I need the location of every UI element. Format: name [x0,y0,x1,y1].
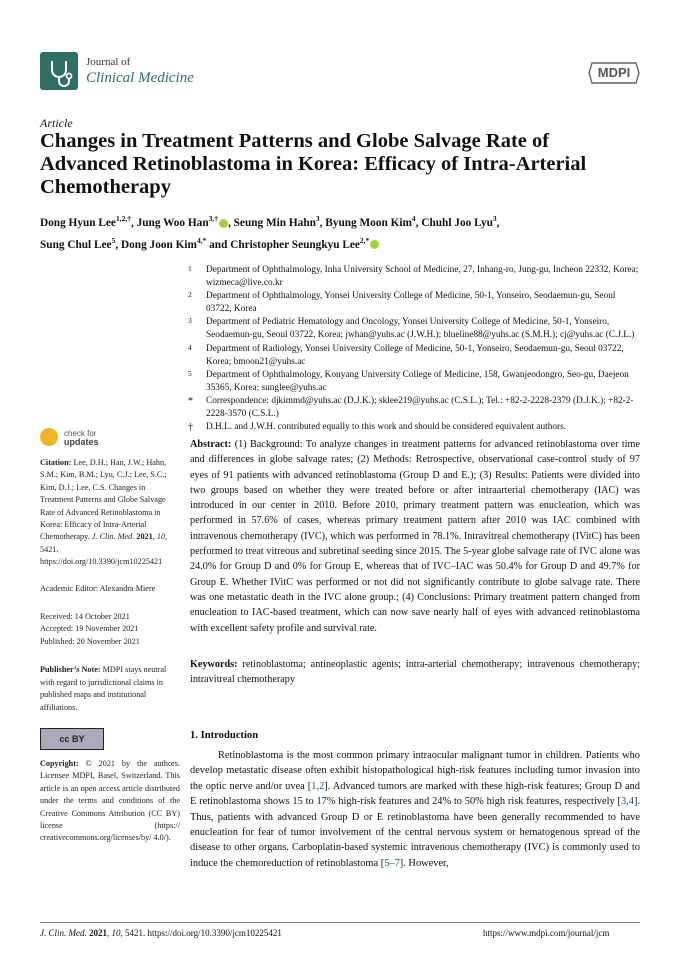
citation-volume: , 10 [152,532,165,542]
citation-text: Lee, D.H.; Han, J.W.; Hahn, S.M.; Kim, B.M.; Lyu, C.J.; Lee, S.C.; Kim, D.J.; Lee, C.S. Changes in Treatment Patterns and Globe Salvage Rate of Advanced Retinoblastoma in Korea: Efficacy of Intra-Arterial Chemotherapy. [40,458,167,542]
author-separator: , [130,216,137,229]
footer-divider [40,922,640,923]
stethoscope-icon [40,52,78,90]
academic-editor: Academic Editor: Alexandra Miere [40,583,156,593]
affiliation-text: Department of Pediatric Hematology and Oncology, Yonsei University College of Medicine, 50-1, Yonseiro, Seodaemun-gu, Seoul 03722, Korea; jwhan@yuhs.ac (J.W.H.); blueline88@yuhs.ac (S.M.H.); cj@yuhs.ac (C.J.L.) [206,317,635,341]
publisher-logo-text: MDPI [597,65,631,80]
citation-label: Citation: [40,458,72,467]
affiliation-item [188,290,643,316]
orcid-icon[interactable] [370,240,379,249]
intro-text: Retinoblastoma is the most common primary intraocular malignant tumor in children. Patients who develop metastatic disease often exhibit histopathological high-risk features including tumor invasion into the optic nerve and/or uvea [ [190,750,640,792]
affiliation-marker: † [188,422,193,434]
journal-name: Clinical Medicine [86,70,194,86]
publisher-note [40,664,180,714]
author-name[interactable]: Chuhl Joo Lyu [421,216,493,229]
article-title: Changes in Treatment Patterns and Globe Salvage Rate of Advanced Retinoblastoma in Korea: Efficacy of Intra-Arterial Chemotherapy [40,130,587,198]
abstract-label: Abstract: [190,439,232,450]
author-affiliation-mark: 3 [492,214,497,223]
affiliation-marker: 3 [188,316,192,326]
affiliation-item [188,395,643,421]
affiliation-marker: 4 [188,342,192,352]
copyright-text: © 2021 by the authors. Licensee MDPI, Basel, Switzerland. This article is an open access article distributed under the terms and conditions of the Creative Commons Attribution (CC BY) license (https:// creativecommons.org/licenses/by/ 4.0/). [40,758,180,843]
keywords-label: Keywords: [190,659,238,670]
affiliation-text: D.H.L. and J.W.H. contributed equally to this work and should be considered equivalent authors. [206,422,567,433]
author-affiliation-mark: 3,† [208,214,218,223]
footer-journal-url[interactable]: https://www.mdpi.com/journal/jcm [483,928,610,938]
author-affiliation-mark: 5 [111,235,116,245]
intro-text: ]. However, [399,857,449,869]
author-name[interactable]: Byung Moon Kim [325,216,412,229]
orcid-icon[interactable] [219,219,228,228]
citation-journal: J. Clin. Med. [91,532,135,542]
section-heading: 1. Introduction [190,730,259,741]
author-name[interactable]: Dong Hyun Lee [40,216,116,229]
affiliation-text: Department of Radiology, Yonsei University College of Medicine, 50-1, Yonseiro, Seodaemun-gu, Seoul 03722, Korea; bmoon21@yuhs.ac [206,343,624,367]
citation-link[interactable]: 1,2 [311,780,325,792]
journal-prefix: Journal of [86,56,131,68]
received-date: Received: 14 October 2021 [40,612,130,622]
footer-citation [40,928,282,938]
affiliation-text: Department of Ophthalmology, Yonsei University College of Medicine, 50-1, Yonseiro, Seodaemun-gu, Seoul 03722, Korea [206,291,616,315]
author-separator: , [319,216,326,229]
author-affiliation-mark: 4 [411,214,416,223]
affiliation-text: Department of Ophthalmology, Inha University School of Medicine, 27, Inhang-ro, Jung-gu, Incheon 22332, Korea; wizmeca@live.co.kr [206,265,639,289]
article-type: Article [40,116,73,130]
affiliation-item [188,421,643,434]
cc-badge-text: cc BY [59,733,85,744]
intro-text: ]. Advanced tumors are marked with these high-risk features; Group D and E retinoblastoma shows 15 to 17% high-risk features and 24% to 50% high risk features, respectively [ [190,780,640,808]
check-for-label: check for [64,429,97,438]
affiliation-marker: 5 [188,368,192,378]
affiliation-text: Correspondence: djkimmd@yuhs.ac (D.J.K.); sklee219@yuhs.ac (C.S.L.); Tel.: +82-2-2228-2379 (D.J.K.); +82-2-2228-3570 (C.S.L.) [206,395,634,420]
author-separator: , [115,238,121,251]
cc-by-license-icon[interactable] [40,728,104,750]
affiliation-item [188,316,643,342]
footer-volume: , 10 [107,928,121,938]
introduction-paragraph [190,748,640,871]
author-name[interactable]: Seung Min Hahn [233,216,316,229]
publisher-note-text: MDPI stays neutral with regard to jurisdictional claims in published maps and institutional affiliations. [40,665,167,712]
abstract-text: (1) Background: To analyze changes in treatment patterns for advanced retinoblastoma over time and differences in globe salvage rates; (2) Methods: Retrospective, observational case-control study of 97 eyes of 91 patients with advanced retinoblastoma (Group D and E.); (3) Results: Patients were divided into two groups based on whether they were treated before or after intraarterial chemotherapy (IAC) was introduced in our center in 2010. Before 2010, primary treatment pattern was enucleation, which was performed in 57.6% of cases, whereas primary treatment pattern after 2010 was IAC combined with intravenous chemotherapy (IVC), which was performed in 78.1%. Intravitreal chemotherapy (IVitC) has been performed to treat vitreous and subretinal seeding since 2015. The 5-year globe salvage rate of IVC alone was 24.0% for Group D and 0% for Group E, whereas that of IVC–IAC was 50.4% for Group D and 49.7% for Group E. Whether IVitC was performed or not did not significantly contribute to globe salvage rate. There was one metastatic death in the IVC alone group.; (4) Conclusions: Primary treatment pattern changed from enucleation to IAC-based treatment, which can now save nearly half of eyes with advanced retinoblastoma with excellent safety profile and survival rate. [190,439,640,634]
abstract [190,437,640,636]
author-affiliation-mark: 3 [315,214,320,223]
updates-label: updates [64,437,99,447]
author-name[interactable]: Jung Woo Han [136,216,209,229]
publisher-logo[interactable] [588,62,640,84]
affiliation-marker: 1 [188,264,192,273]
affiliation-marker: * [188,395,193,407]
affiliation-text: Department of Ophthalmology, Konyang University College of Medicine, 158, Gwanjeodongro, Seo-gu, Daejeon 35365, Korea; sunglee@yuhs.ac [206,369,629,393]
check-updates-icon [40,428,58,446]
citation-doi[interactable]: , 5421. https://doi.org/10.3390/jcm10225421 [40,532,168,567]
intro-text: ]. Thus, patients with advanced Group D or E retinoblastoma have been generally recommended to have enucleation for fear of tumor involvement of the central nervous system or hematogenous spread of the disease to other organs. Carboplatin-based systemic intravenous chemotherapy (IVC) is commonly used to induce the chemoreduction of retinoblastoma [ [190,796,640,869]
author-name[interactable]: Christopher Seungkyu Lee [230,238,360,251]
citation-year: 2021 [134,532,153,542]
affiliation-item [188,369,643,395]
author-affiliation-mark: 4,* [196,235,207,245]
footer-doi[interactable]: , 5421. https://doi.org/10.3390/jcm10225421 [120,928,282,938]
sidebar [40,457,180,855]
citation-link[interactable]: 5–7 [384,857,400,869]
author-separator: , [496,216,500,229]
citation [40,457,180,569]
footer-year: 2021 [86,928,107,938]
keywords [190,657,640,688]
affiliation-item [188,264,643,290]
affiliation-item [188,343,643,369]
author-separator: , [227,216,234,229]
author-list [40,210,640,254]
copyright [40,758,180,845]
journal-logo [40,52,78,90]
copyright-label: Copyright: [40,758,79,768]
author-name[interactable]: Dong Joon Kim [120,238,197,251]
accepted-date: Accepted: 19 November 2021 [40,624,139,634]
publisher-note-label: Publisher’s Note: [40,665,101,675]
author-affiliation-mark: 1,2,† [115,214,131,223]
author-affiliation-mark: 2,* [359,235,370,245]
author-name[interactable]: Sung Chul Lee [40,238,112,251]
affiliation-marker: 2 [188,290,192,300]
keywords-text: retinoblastoma; antineoplastic agents; intra-arterial chemotherapy; intravenous chemotherapy; intravitreal chemotherapy [190,659,640,686]
author-separator: and [206,238,231,251]
citation-link[interactable]: 3,4 [620,796,634,808]
affiliation-list [188,264,643,434]
footer-journal: J. Clin. Med. [40,928,87,938]
published-date: Published: 20 November 2021 [40,636,140,646]
author-separator: , [415,216,422,229]
